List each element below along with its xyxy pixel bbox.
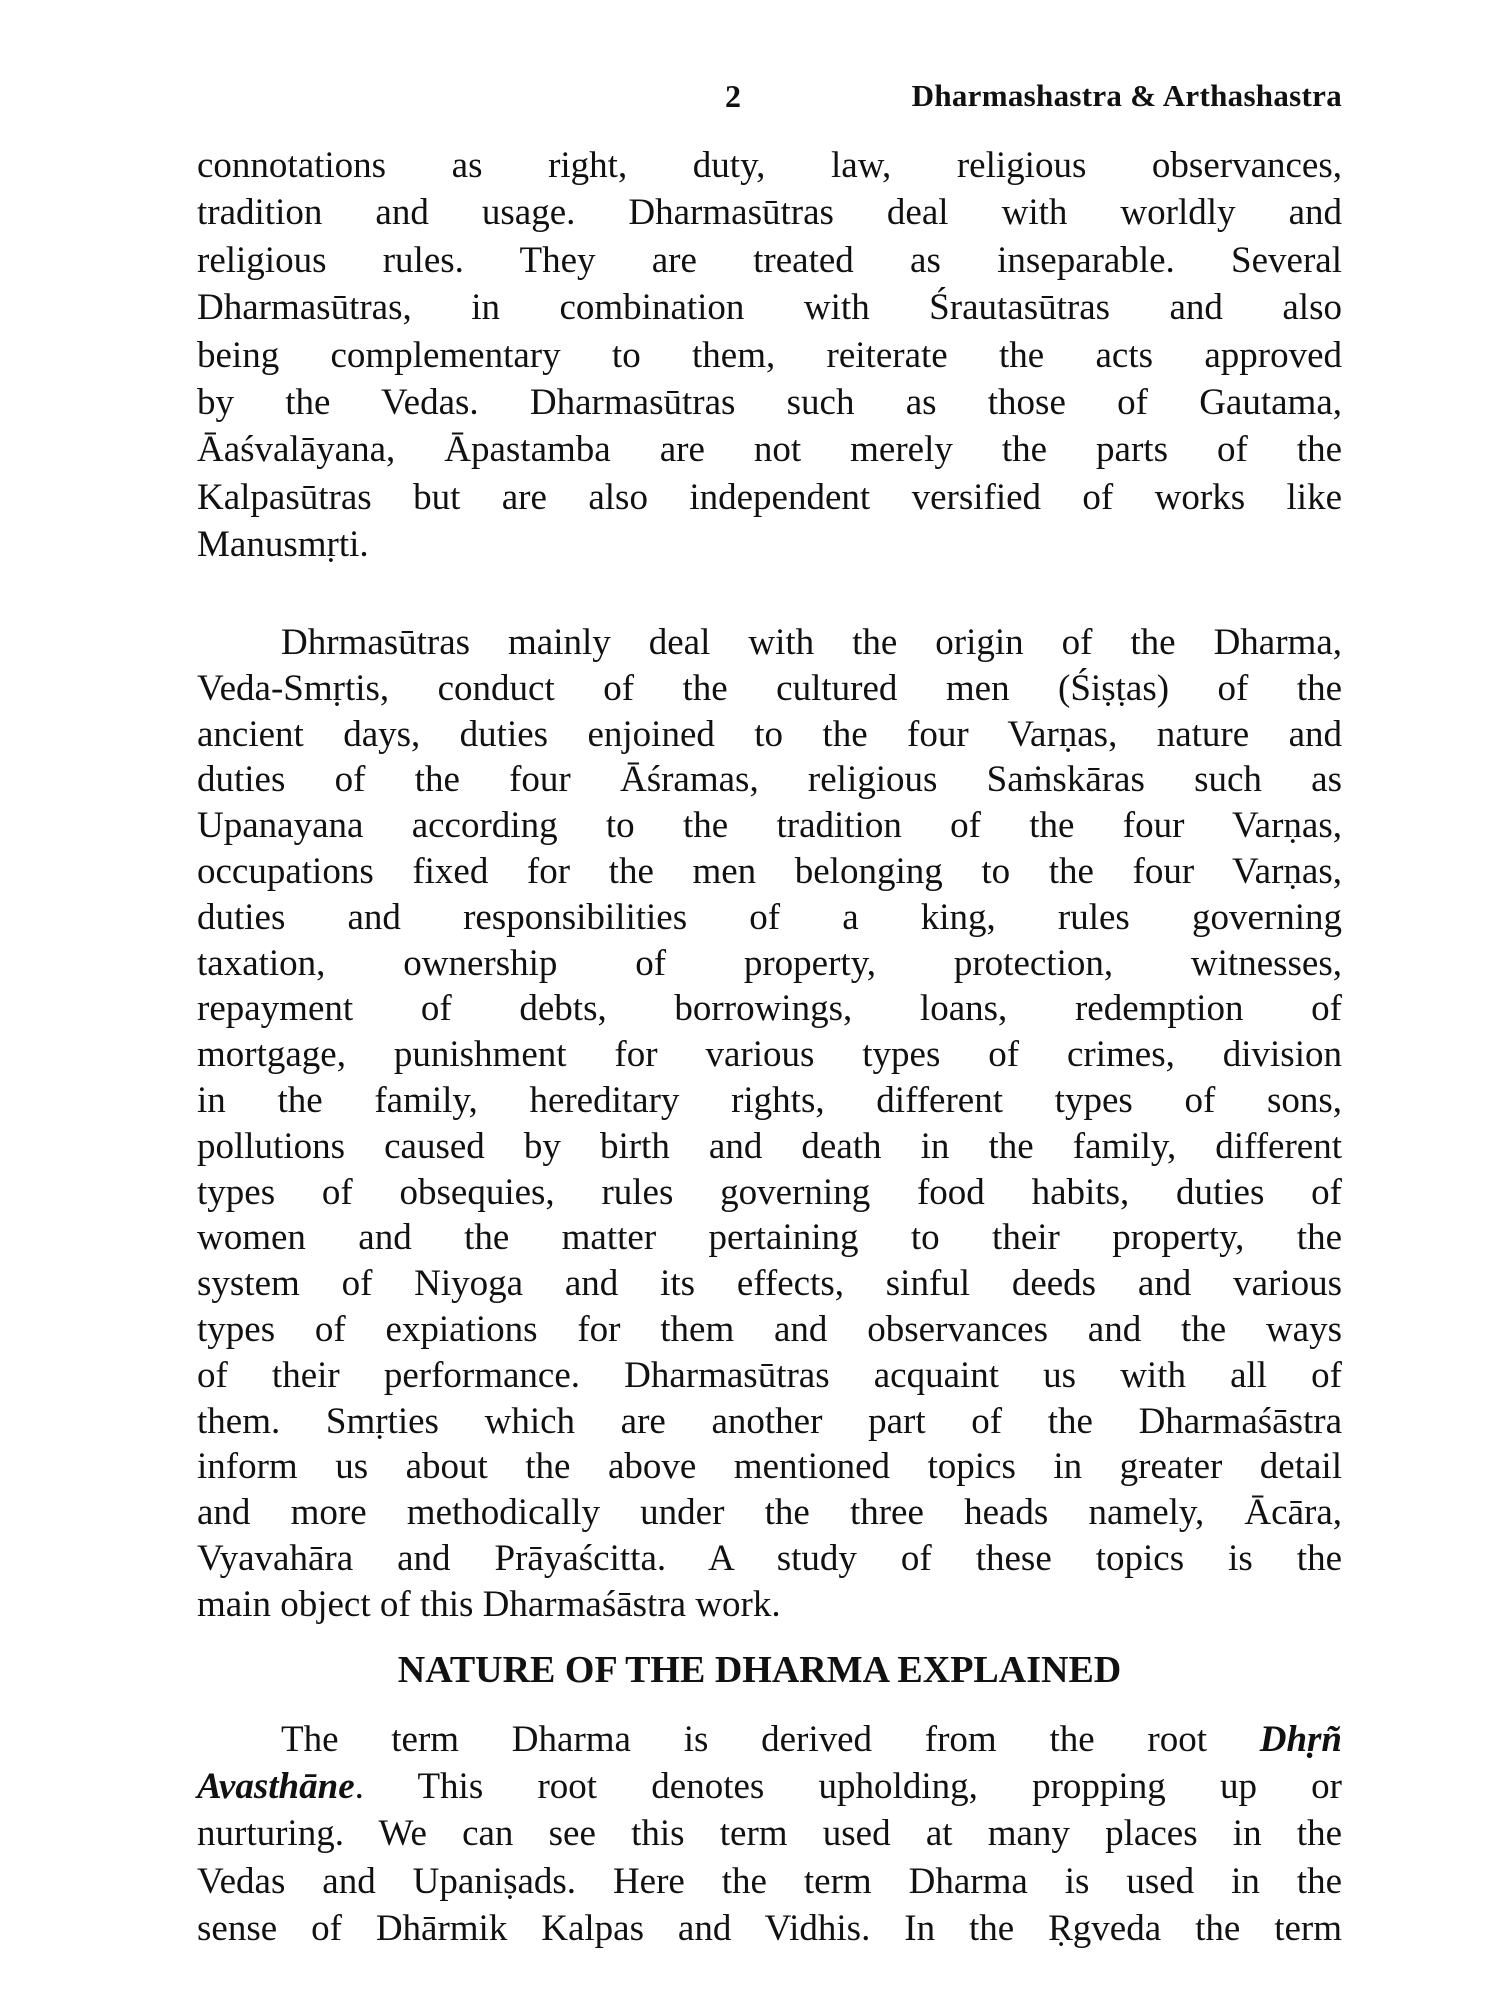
text-line: duties of the four Āśramas, religious Saṁskāras such as (197, 759, 1342, 801)
text-line: connotations as right, duty, law, religious observances, (197, 145, 1342, 186)
text-line: types of expiations for them and observances and the ways (197, 1308, 1342, 1350)
text-line: in the family, hereditary rights, different types of sons, (197, 1079, 1342, 1121)
paragraph-1 (197, 142, 1342, 569)
paragraph-3 (197, 1716, 1342, 1952)
text-line: pollutions caused by birth and death in the family, different (197, 1125, 1342, 1167)
text-line: women and the matter pertaining to their property, the (197, 1217, 1342, 1259)
text-line (197, 1905, 1342, 1952)
text-line: Kalpasūtras but are also independent versified of works like (197, 476, 1342, 518)
text-segment: Vedas and Upaniṣads. Here the term Dharma is used in the (197, 1860, 1342, 1902)
text-line (197, 1810, 1342, 1857)
text-line: being complementary to them, reiterate the acts approved (197, 334, 1342, 376)
page-number: 2 (725, 78, 741, 114)
running-title: Dharmashastra & Arthashastra (911, 78, 1342, 113)
text-line: of their performance. Dharmasūtras acquaint us with all of (197, 1354, 1342, 1396)
text-line: Upanayana according to the tradition of the four Varṇas, (197, 805, 1342, 847)
text-line: taxation, ownership of property, protection, witnesses, (197, 942, 1342, 984)
text-line: Dhrmasūtras mainly deal with the origin of the Dharma, (281, 622, 1342, 663)
section-heading: NATURE OF THE DHARMA EXPLAINED (397, 1649, 1122, 1691)
text-line: Manusmṛti. (197, 524, 369, 566)
text-line: system of Niyoga and its effects, sinful deeds and various (197, 1263, 1342, 1305)
text-line: Vyavahāra and Prāyaścitta. A study of these topics is the (197, 1537, 1342, 1579)
emphasized-term: Dhṛñ (1259, 1719, 1342, 1760)
text-line: main object of this Dharmaśāstra work. (197, 1583, 781, 1625)
text-line: ancient days, duties enjoined to the four Varṇas, nature and (197, 713, 1342, 755)
text-line: Āaśvalāyana, Āpastamba are not merely the parts of the (197, 429, 1342, 471)
text-line: and more methodically under the three heads namely, Ācāra, (197, 1492, 1342, 1534)
text-line: religious rules. They are treated as inseparable. Several (197, 239, 1342, 281)
text-line: tradition and usage. Dharmasūtras deal with worldly and (197, 192, 1342, 234)
text-segment: sense of Dhārmik Kalpas and Vidhis. In the Ṛgveda the term (197, 1907, 1342, 1949)
text-line: repayment of debts, borrowings, loans, redemption of (197, 988, 1342, 1030)
text-line: types of obsequies, rules governing food habits, duties of (197, 1171, 1342, 1213)
text-line: Dharmasūtras, in combination with Śrautasūtras and also (197, 287, 1342, 329)
paragraph-2 (197, 620, 1342, 1628)
text-segment: nurturing. We can see this term used at many places in the (197, 1813, 1342, 1855)
text-line (197, 1763, 1342, 1810)
text-line (197, 1858, 1342, 1905)
text-segment: . This root denotes upholding, propping up or (354, 1766, 1342, 1808)
text-segment: The term Dharma is derived from the root (281, 1719, 1260, 1760)
text-line: Veda-Smṛtis, conduct of the cultured men (Śiṣṭas) of the (197, 667, 1342, 709)
text-line: by the Vedas. Dharmasūtras such as those of Gautama, (197, 381, 1342, 423)
text-line: occupations fixed for the men belonging to the four Varṇas, (197, 850, 1342, 892)
text-line: inform us about the above mentioned topics in greater detail (197, 1446, 1342, 1488)
text-line: duties and responsibilities of a king, rules governing (197, 896, 1342, 938)
text-line: mortgage, punishment for various types of crimes, division (197, 1034, 1342, 1076)
text-line (197, 1716, 1342, 1763)
emphasized-term: Avasthāne (197, 1766, 355, 1808)
text-line: them. Smṛties which are another part of the Dharmaśāstra (197, 1400, 1342, 1442)
